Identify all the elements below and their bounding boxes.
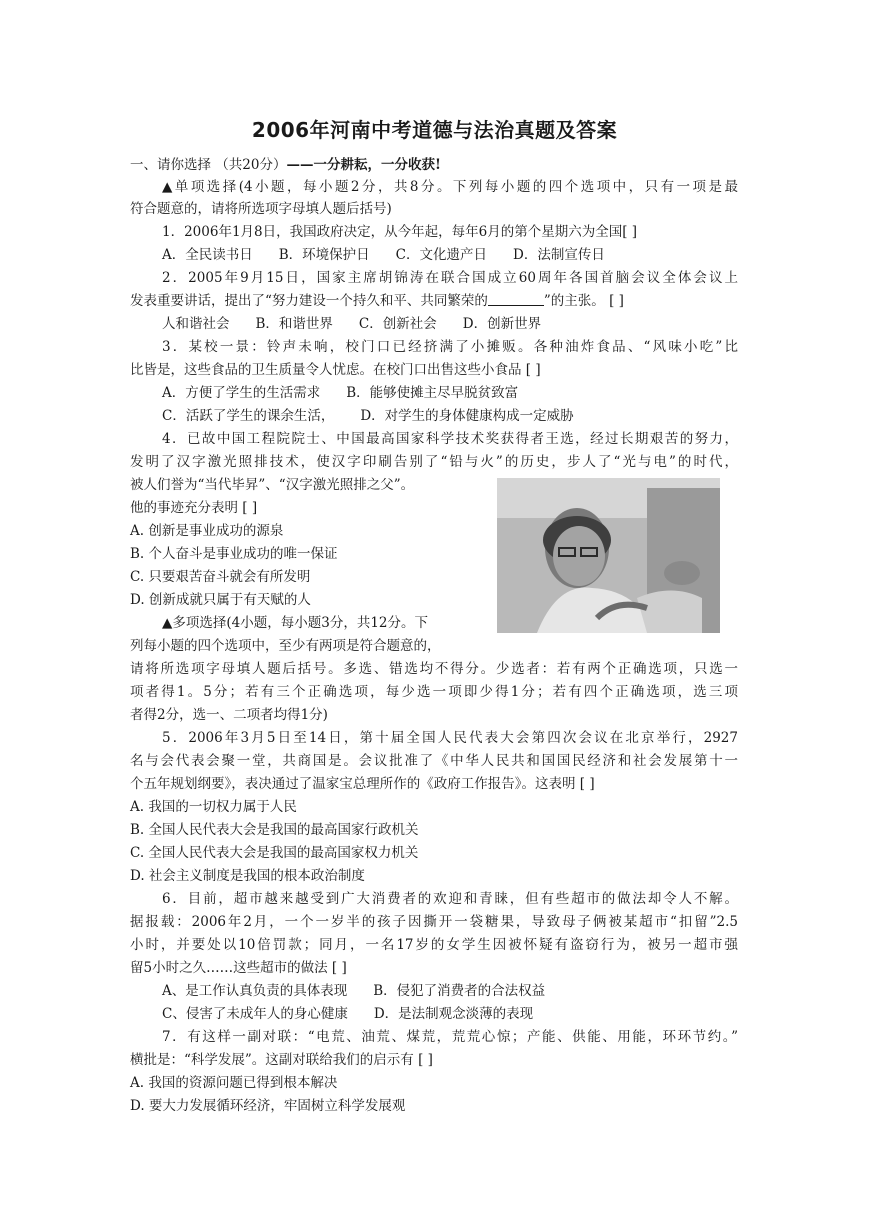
question-6-options-row-1	[162, 981, 545, 1003]
question-4-stem-line-3: 被人们誉为“当代毕昇”、“汉字激光照排之父”。	[130, 477, 415, 493]
question-3-options-row-1	[162, 383, 518, 405]
page-title: 2006年河南中考道德与法治真题及答案	[251, 118, 618, 142]
question-7-stem-line-1: 7．有这样一副对联：“电荒、油荒、煤荒，荒荒心惊；产能、供能、用能，环环节约。”	[162, 1029, 738, 1045]
question-3-option-b: B．能够使摊主尽早脱贫致富	[346, 385, 519, 401]
question-6-stem-line-3: 小时，并要处以10倍罚款；同月，一名17岁的女学生因被怀疑有盗窃行为，被另一超市强	[130, 937, 738, 953]
question-5-option-b: B. 全国人民代表大会是我国的最高国家行政机关	[130, 822, 419, 838]
question-6-options-row-2	[162, 1004, 533, 1026]
question-7-option-d: D. 要大力发展循环经济，牢固树立科学发展观	[130, 1098, 406, 1114]
question-2-stem-part-a: 发表重要讲话，提出了“努力建设一个持久和平、共同繁荣的	[130, 293, 488, 309]
single-choice-intro-line-2: 符合题意的，请将所选项字母填人题后括号)	[130, 201, 392, 217]
question-6-stem-line-4: 留5小时之久……这些超市的做法 [ ]	[130, 960, 347, 976]
question-6-stem-line-2: 据报载：2006年2月，一个一岁半的孩子因撕开一袋糖果，导致母子俩被某超市“扣留”2.5	[130, 914, 738, 930]
multi-choice-intro-line-5: 者得2分，选一、二项者均得1分)	[130, 707, 328, 723]
question-3-stem-line-2: 比皆是，这些食品的卫生质量令人忧虑。在校门口出售这些小食品 [ ]	[130, 362, 541, 378]
question-6-option-c: C、侵害了未成年人的身心健康	[162, 1006, 348, 1022]
question-4-option-b: B. 个人奋斗是事业成功的唯一保证	[130, 546, 338, 562]
question-3-stem-line-1: 3．某校一景：铃声未响，校门口已经挤满了小摊贩。各种油炸食品、“风味小吃”比	[162, 339, 738, 355]
question-4-option-d: D. 创新成就只属于有天赋的人	[130, 592, 311, 608]
question-2-option-a: 人和谐社会	[162, 316, 230, 332]
question-6-option-b: B．侵犯了消费者的合法权益	[373, 983, 546, 999]
question-1-options	[162, 245, 605, 267]
question-5-stem-line-2: 名与会代表会聚一堂，共商国是。会议批准了《中华人民共和国国民经济和社会发展第十一	[130, 753, 738, 769]
question-1-stem: 1．2006年1月8日，我国政府决定，从今年起，每年6月的第个星期六为全国[ ]	[162, 224, 638, 240]
question-4-stem-line-2: 发明了汉字激光照排技术，使汉字印刷告别了“铅与火”的历史，步人了“光与电”的时代，	[130, 454, 738, 470]
question-1-option-a: A．全民读书日	[162, 247, 253, 263]
question-1-option-b: B．环境保护日	[278, 247, 370, 263]
question-4-option-a: A. 创新是事业成功的源泉	[130, 523, 284, 539]
question-2-option-b: B．和谐世界	[255, 316, 333, 332]
question-5-stem-line-1: 5．2006年3月5日至14日，第十届全国人民代表大会第四次会议在北京举行，2927	[162, 730, 738, 746]
section-heading-text: 一、请你选择 （共20分）	[130, 157, 287, 173]
question-2-options	[162, 314, 541, 336]
question-4-option-c: C. 只要艰苦奋斗就会有所发明	[130, 569, 311, 585]
question-7-option-a: A. 我国的资源问题已得到根本解决	[130, 1075, 338, 1091]
question-7-stem-line-2: 横批是：“科学发展”。这副对联给我们的启示有 [ ]	[130, 1052, 433, 1068]
portrait-photo	[497, 478, 720, 633]
question-2-option-c: C．创新社会	[358, 316, 437, 332]
question-3-option-c: C．活跃了学生的课余生活，	[162, 408, 335, 424]
question-1-option-d: D．法制宣传日	[513, 247, 605, 263]
question-5-option-c: C. 全国人民代表大会是我国的最高国家权力机关	[130, 845, 419, 861]
question-2-stem-part-b: ”的主张。 [ ]	[543, 293, 624, 309]
question-3-option-d: D．对学生的身体健康构成一定威胁	[360, 408, 574, 424]
question-2-stem-line-1: 2．2005年9月15日，国家主席胡锦涛在联合国成立60周年各国首脑会议全体会议上	[162, 270, 738, 286]
portrait-photo-graphic	[497, 478, 720, 633]
question-3-option-a: A．方便了学生的生活需求	[162, 385, 321, 401]
question-5-option-a: A. 我国的一切权力属于人民	[130, 799, 297, 815]
multi-choice-intro-line-1: ▲多项选择(4小题，每小题3分，共12分。下	[162, 615, 429, 631]
multi-choice-intro-line-4: 项者得1。5分；若有三个正确选项，每少选一项即少得1分；若有四个正确选项，选三项	[130, 684, 738, 700]
question-6-stem-line-1: 6．目前，超市越来越受到广大消费者的欢迎和青睐，但有些超市的做法却令人不解。	[162, 891, 738, 907]
section-heading	[130, 155, 441, 177]
question-6-option-a: A、是工作认真负责的具体表现	[162, 983, 348, 999]
question-2-fill-blank	[488, 291, 544, 306]
question-5-option-d: D. 社会主义制度是我国的根本政治制度	[130, 868, 365, 884]
question-5-stem-line-3: 个五年规划纲要》，表决通过了温家宝总理所作的《政府工作报告》。这表明 [ ]	[130, 776, 595, 792]
single-choice-intro-line-1: ▲单项选择(4小题，每小题2分，共8分。下列每小题的四个选项中，只有一项是最	[162, 179, 738, 195]
section-motto: ——一分耕耘，一分收获!	[286, 157, 441, 173]
question-6-option-d: D．是法制观念淡薄的表现	[373, 1006, 534, 1022]
question-4-stem-line-1: 4．已故中国工程院院士、中国最高国家科学技术奖获得者王选，经过长期艰苦的努力，	[162, 431, 738, 447]
question-2-stem-line-2	[130, 291, 624, 313]
question-2-option-d: D．创新世界	[462, 316, 542, 332]
question-3-options-row-2	[162, 406, 574, 428]
question-4-stem-line-4: 他的事迹充分表明 [ ]	[130, 500, 258, 516]
multi-choice-intro-line-2: 列每小题的四个选项中，至少有两项是符合题意的，	[130, 638, 441, 654]
multi-choice-intro-line-3: 请将所选项字母填人题后括号。多选、错选均不得分。少选者：若有两个正确选项，只选一	[130, 661, 738, 677]
question-1-option-c: C．文化遗产日	[395, 247, 488, 263]
